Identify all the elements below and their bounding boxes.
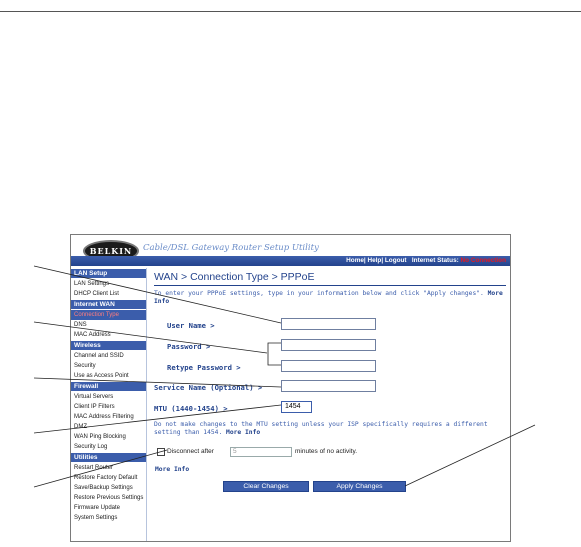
sidebar-item-use-as-ap[interactable]: Use as Access Point — [74, 373, 129, 379]
sidebar-section-internet-wan: Internet WAN — [71, 300, 146, 309]
page-top-rule — [0, 11, 581, 12]
mtu-field[interactable]: 1454 — [281, 401, 312, 413]
password-label: Password > — [167, 342, 211, 351]
sidebar-item-dmz[interactable]: DMZ — [74, 424, 87, 430]
sidebar-item-mac-address-filtering[interactable]: MAC Address Filtering — [74, 414, 134, 420]
sidebar-item-restart-router[interactable]: Restart Router — [74, 465, 114, 471]
sidebar — [71, 268, 147, 542]
mtu-note-text: Do not make changes to the MTU setting unless your ISP specifically requires a different setting than 1454. — [154, 421, 488, 436]
home-help-logout-links[interactable]: Home| Help| Logout — [346, 257, 407, 264]
sidebar-item-lan-settings[interactable]: LAN Settings — [74, 281, 110, 287]
sidebar-item-security-log[interactable]: Security Log — [74, 444, 108, 450]
main-content — [154, 271, 509, 306]
user-name-label: User Name > — [167, 321, 215, 330]
internet-status-label: Internet Status: — [411, 257, 459, 264]
sidebar-item-restore-previous-settings[interactable]: Restore Previous Settings — [74, 495, 144, 501]
sidebar-item-client-ip-filters[interactable]: Client IP Filters — [74, 404, 115, 410]
title-divider — [154, 285, 506, 286]
page-title: WAN > Connection Type > PPPoE — [154, 271, 315, 283]
sidebar-section-utilities: Utilities — [71, 453, 146, 462]
mtu-note — [154, 421, 509, 437]
retype-password-field[interactable] — [281, 360, 376, 372]
disconnect-checkbox[interactable] — [157, 448, 165, 456]
sidebar-item-firmware-update[interactable]: Firmware Update — [74, 505, 121, 511]
clear-changes-button[interactable]: Clear Changes — [223, 481, 309, 492]
intro-text — [154, 290, 509, 306]
minutes-text: minutes of no activity. — [295, 448, 358, 455]
sidebar-item-virtual-servers[interactable]: Virtual Servers — [74, 394, 114, 400]
sidebar-item-channel-ssid[interactable]: Channel and SSID — [74, 353, 124, 359]
mtu-label: MTU (1440-1454) > — [154, 404, 228, 413]
disconnect-label: Disconnect after — [167, 448, 214, 455]
sidebar-item-restore-factory-default[interactable]: Restore Factory Default — [74, 475, 138, 481]
internet-status-value: No Connection — [460, 257, 506, 264]
service-name-field[interactable] — [281, 380, 376, 392]
router-setup-window — [70, 234, 511, 542]
disconnect-minutes-field[interactable]: 5 — [230, 447, 292, 457]
sidebar-item-security[interactable]: Security — [74, 363, 96, 369]
apply-changes-button[interactable]: Apply Changes — [313, 481, 406, 492]
sidebar-item-wan-ping-blocking[interactable]: WAN Ping Blocking — [74, 434, 126, 440]
sidebar-item-save-backup-settings[interactable]: Save/Backup Settings — [74, 485, 133, 491]
utility-title: Cable/DSL Gateway Router Setup Utility — [143, 243, 319, 253]
sidebar-item-system-settings[interactable]: System Settings — [74, 515, 118, 521]
logo-text: BELKIN — [89, 246, 133, 256]
sidebar-item-connection-type[interactable]: Connection Type — [71, 310, 146, 320]
sidebar-item-dhcp-client-list[interactable]: DHCP Client List — [74, 291, 119, 297]
retype-password-label: Retype Password > — [167, 363, 241, 372]
user-name-field[interactable] — [281, 318, 376, 330]
password-field[interactable] — [281, 339, 376, 351]
sidebar-item-dns[interactable]: DNS — [74, 322, 87, 328]
more-info-link[interactable]: More Info — [154, 290, 503, 305]
mtu-more-info-link[interactable]: More Info — [226, 429, 261, 436]
service-name-label: Service Name (Optional) > — [154, 383, 263, 392]
top-nav-bar — [71, 256, 510, 266]
sidebar-section-firewall: Firewall — [71, 382, 146, 391]
sidebar-section-lan-setup: LAN Setup — [71, 269, 146, 278]
more-info-link-bottom[interactable]: More Info — [155, 466, 190, 473]
top-links — [346, 256, 506, 266]
intro-sentence: To enter your PPPoE settings, type in your information below and click "Apply changes". — [154, 290, 484, 297]
sidebar-item-mac-address[interactable]: MAC Address — [74, 332, 111, 338]
sidebar-section-wireless: Wireless — [71, 341, 146, 350]
